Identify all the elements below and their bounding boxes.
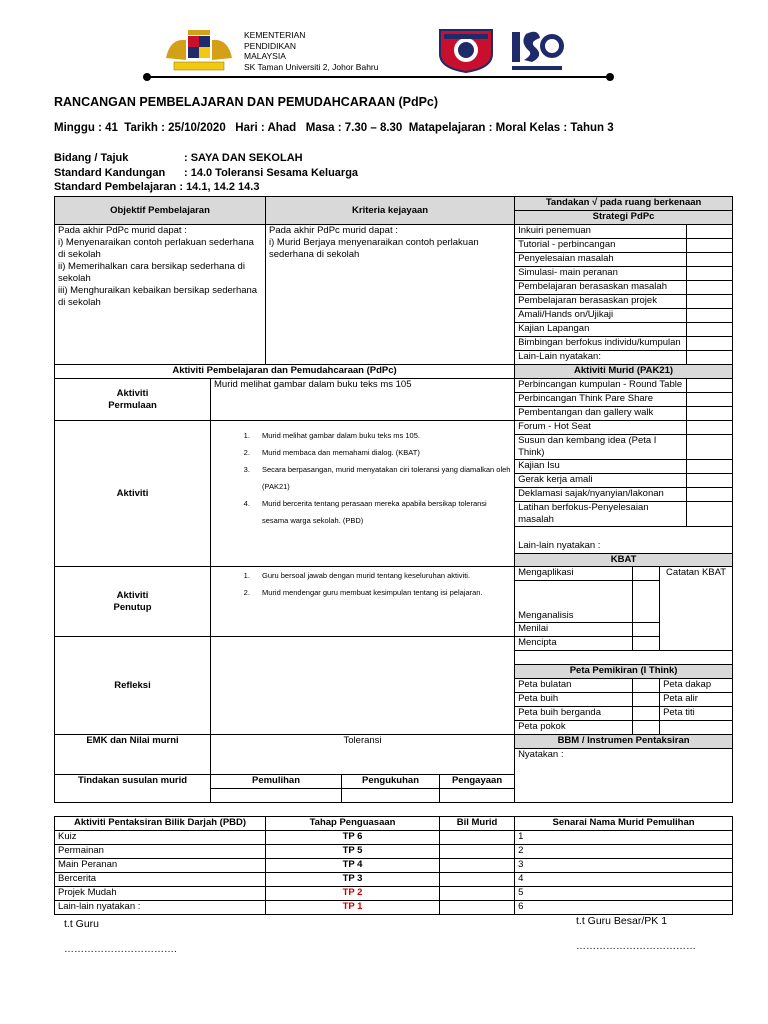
kriteria-line: i) Murid Berjaya menyenaraikan contoh perlakuan sederhana di sekolah [269, 237, 479, 260]
tindakan-label: Tindakan susulan murid [55, 775, 211, 803]
pak21-checkbox[interactable] [687, 502, 733, 527]
malaysia-text: MALAYSIA [244, 51, 286, 61]
peta-item: Peta buih berganda [515, 707, 633, 721]
bbm-nyatakan[interactable]: Nyatakan : [515, 749, 733, 803]
kementerian-text: KEMENTERIAN [244, 30, 306, 40]
tahap-header: Tahap Penguasaan [266, 817, 440, 831]
penutup-label-1: Aktiviti [116, 589, 149, 601]
penutup-label-2: Penutup [113, 601, 152, 613]
objektif-header: Objektif Pembelajaran [55, 197, 266, 225]
kbat-spacer [515, 581, 633, 595]
pak21-checkbox[interactable] [687, 421, 733, 435]
aktiviti-header: Aktiviti Pembelajaran dan Pemudahcaraan (PdPc) [55, 365, 515, 379]
permulaan-label [55, 379, 211, 421]
sp-value: : 14.1, 14.2 14.3 [179, 181, 260, 193]
pemulihan-header: Pemulihan [211, 775, 342, 789]
pak21-checkbox[interactable] [687, 393, 733, 407]
pbd-tp: TP 2 [266, 887, 440, 901]
guru-signature-line[interactable]: ……………………………. [64, 944, 177, 955]
penutup-label [55, 567, 211, 637]
permulaan-text: Murid melihat gambar dalam buku teks ms 105 [211, 379, 515, 421]
pbd-aktiviti: Bercerita [55, 873, 266, 887]
pak21-header: Aktiviti Murid (PAK21) [515, 365, 733, 379]
kbat-header: KBAT [515, 554, 733, 567]
aktiviti-steps-cell [211, 421, 515, 567]
school-name: SK Taman Universiti 2, Johor Bahru [244, 61, 379, 72]
pbd-no: 6 [515, 901, 733, 915]
pbd-aktiviti: Main Peranan [55, 859, 266, 873]
strategi-checkbox[interactable] [687, 267, 733, 281]
pbd-header: Aktiviti Pentaksiran Bilik Darjah (PBD) [55, 817, 266, 831]
peta-checkbox[interactable] [633, 679, 660, 693]
standard-kandungan-row [54, 167, 358, 179]
sk-label: Standard Kandungan [54, 167, 166, 179]
pak21-item: Perbincangan Think Pare Share [515, 393, 687, 407]
pbd-bil[interactable] [440, 873, 515, 887]
objektif-line: i) Menyenaraikan contoh perlakuan sederhana di sekolah [58, 237, 254, 260]
pak21-checkbox[interactable] [687, 379, 733, 393]
aktiviti-label: Aktiviti [55, 421, 211, 567]
pdpc-table [54, 196, 733, 915]
pbd-tp: TP 6 [266, 831, 440, 845]
school-badge-logo [436, 26, 496, 74]
emk-value: Toleransi [211, 735, 515, 775]
strategi-item: Lain-Lain nyatakan: [515, 351, 687, 365]
sp-label: Standard Pembelajaran [54, 181, 177, 193]
penutup-steps [214, 567, 511, 601]
peta-item: Peta alir [660, 693, 733, 707]
pbd-bil[interactable] [440, 859, 515, 873]
strategi-checkbox[interactable] [687, 239, 733, 253]
refleksi-label: Refleksi [55, 637, 211, 735]
kbat-item: Mengaplikasi [515, 567, 633, 581]
strategi-item: Simulasi- main peranan [515, 267, 687, 281]
kbat-spacer [633, 581, 660, 595]
gap-row [515, 803, 733, 817]
objektif-line: iii) Menghuraikan kebaikan bersikap sederhana di sekolah [58, 285, 258, 308]
pak21-spacer [515, 527, 733, 540]
aktiviti-step: 4. Murid bercerita tentang perasaan mereka apabila bersikap toleransi sesama warga sekolah. (PBD) [252, 495, 511, 529]
peta-item: Peta titi [660, 707, 733, 721]
pbd-no: 2 [515, 845, 733, 859]
pbd-aktiviti: Kuiz [55, 831, 266, 845]
permulaan-label-1: Aktiviti [116, 387, 149, 399]
strategi-item: Inkuiri penemuan [515, 225, 687, 239]
strategi-item: Penyelesaian masalah [515, 253, 687, 267]
peta-item: Peta bulatan [515, 679, 633, 693]
pengayaan-cell[interactable] [440, 789, 515, 803]
standard-pembelajaran-row [54, 181, 259, 193]
strategi-item: Bimbingan berfokus individu/kumpulan [515, 337, 687, 351]
pbd-tp: TP 4 [266, 859, 440, 873]
kbat-spacer [515, 595, 633, 609]
kbat-checkbox[interactable] [633, 567, 660, 581]
pemulihan-cell[interactable] [211, 789, 342, 803]
strategi-checkbox[interactable] [687, 281, 733, 295]
strategi-item: Amali/Hands on/Ujikaji [515, 309, 687, 323]
pengukuhan-cell[interactable] [342, 789, 440, 803]
aktiviti-step: 3. Secara berpasangan, murid menyatakan ciri toleransi yang diamalkan oleh (PAK21) [252, 461, 511, 495]
guru-besar-signature-line[interactable]: ……………………………… [576, 941, 696, 952]
objektif-cell [55, 225, 266, 365]
objektif-line: ii) Memerihalkan cara bersikap sederhana di sekolah [58, 261, 245, 284]
pak21-item: Gerak kerja amali [515, 474, 687, 488]
pbd-no: 5 [515, 887, 733, 901]
penutup-step: 1. Guru bersoal jawab dengan murid tentang keseluruhan aktiviti. [252, 567, 511, 584]
pbd-tp: TP 3 [266, 873, 440, 887]
pbd-bil[interactable] [440, 887, 515, 901]
peta-item: Peta pokok [515, 721, 633, 735]
peta-checkbox[interactable] [633, 707, 660, 721]
senarai-header: Senarai Nama Murid Pemulihan [515, 817, 733, 831]
strategi-checkbox[interactable] [687, 351, 733, 365]
pak21-item: Latihan berfokus-Penyelesaian masalah [515, 502, 687, 527]
kbat-item: Menilai [515, 623, 633, 637]
ministry-label [244, 30, 379, 72]
tandakan-header: Tandakan √ pada ruang berkenaan [515, 197, 733, 211]
pbd-no: 3 [515, 859, 733, 873]
catatan-kbat: Catatan KBAT [660, 567, 733, 651]
pak21-item: Susun dan kembang idea (Peta I Think) [515, 435, 687, 460]
pak21-item: Kajian Isu [515, 460, 687, 474]
pendidikan-text: PENDIDIKAN [244, 40, 296, 51]
bil-header: Bil Murid [440, 817, 515, 831]
strategi-checkbox[interactable] [687, 253, 733, 267]
strategi-checkbox[interactable] [687, 323, 733, 337]
peta-item: Peta dakap [660, 679, 733, 693]
peta-gap [515, 651, 733, 665]
pak21-checkbox[interactable] [687, 460, 733, 474]
pbd-no: 1 [515, 831, 733, 845]
penutup-steps-cell [211, 567, 515, 637]
pbd-bil[interactable] [440, 901, 515, 915]
kbat-item: Mencipta [515, 637, 633, 651]
pak21-item: Perbincangan kumpulan - Round Table [515, 379, 687, 393]
bidang-value: : SAYA DAN SEKOLAH [184, 152, 303, 164]
peta-header: Peta Pemikiran (I Think) [515, 665, 733, 679]
sk-value: : 14.0 Toleransi Sesama Keluarga [184, 167, 359, 179]
bbm-header: BBM / Instrumen Pentaksiran [515, 735, 733, 749]
pak21-checkbox[interactable] [687, 435, 733, 460]
kbat-checkbox[interactable] [633, 637, 660, 651]
pbd-tp: TP 1 [266, 901, 440, 915]
pak21-item: Forum - Hot Seat [515, 421, 687, 435]
pak21-checkbox[interactable] [687, 488, 733, 502]
strategi-item: Kajian Lapangan [515, 323, 687, 337]
objektif-line: Pada akhir PdPc murid dapat : [58, 225, 187, 236]
strategi-checkbox[interactable] [687, 225, 733, 239]
kbat-item: Menganalisis [515, 609, 633, 623]
kriteria-line: Pada akhir PdPc murid dapat : [269, 225, 398, 236]
pbd-aktiviti: Lain-lain nyatakan : [55, 901, 266, 915]
pak21-checkbox[interactable] [687, 407, 733, 421]
refleksi-cell[interactable] [211, 637, 515, 735]
lesson-info: Minggu : 41 Tarikh : 25/10/2020 Hari : Ahad Masa : 7.30 – 8.30 Matapelajaran : Moral Kelas : Tahun 3 [54, 122, 614, 134]
pengayaan-header: Pengayaan [440, 775, 515, 789]
pak21-checkbox[interactable] [687, 474, 733, 488]
bidang-label: Bidang / Tajuk [54, 152, 129, 164]
aktiviti-step: 1. Murid melihat gambar dalam buku teks ms 105. [252, 427, 511, 444]
divider-dot-right [606, 73, 614, 81]
strategi-header: Strategi PdPc [515, 211, 733, 225]
strategi-item: Tutorial - perbincangan [515, 239, 687, 253]
pbd-tp: TP 5 [266, 845, 440, 859]
tt-guru-label: t.t Guru [64, 918, 100, 930]
lain-lain-pak21[interactable]: Lain-lain nyatakan : [515, 540, 733, 554]
pbd-bil[interactable] [440, 845, 515, 859]
bidang-row [54, 152, 303, 164]
peta-item: Peta buih [515, 693, 633, 707]
is25-logo [510, 24, 566, 74]
kbat-checkbox[interactable] [633, 623, 660, 637]
divider-dot-left [143, 73, 151, 81]
peta-checkbox[interactable] [633, 721, 660, 735]
emk-label: EMK dan Nilai murni [55, 735, 211, 775]
aktiviti-step: 2. Murid membaca dan memahami dialog. (KBAT) [252, 444, 511, 461]
pengukuhan-header: Pengukuhan [342, 775, 440, 789]
pbd-no: 4 [515, 873, 733, 887]
tt-guru-besar-label: t.t Guru Besar/PK 1 [576, 915, 668, 927]
pak21-item: Pembentangan dan gallery walk [515, 407, 687, 421]
kriteria-cell [266, 225, 515, 365]
aktiviti-steps [214, 427, 511, 529]
kriteria-header: Kriteria kejayaan [266, 197, 515, 225]
strategi-item: Pembelajaran berasaskan projek [515, 295, 687, 309]
kbat-spacer [633, 595, 660, 609]
pbd-aktiviti: Projek Mudah [55, 887, 266, 901]
pbd-aktiviti: Permainan [55, 845, 266, 859]
strategi-item: Pembelajaran berasaskan masalah [515, 281, 687, 295]
strategi-checkbox[interactable] [687, 337, 733, 351]
pbd-bil[interactable] [440, 831, 515, 845]
header-divider [148, 76, 610, 78]
permulaan-label-2: Permulaan [108, 399, 157, 411]
strategi-checkbox[interactable] [687, 309, 733, 323]
kbat-checkbox[interactable] [633, 609, 660, 623]
pak21-item: Deklamasi sajak/nyanyian/lakonan [515, 488, 687, 502]
peta-empty [660, 721, 733, 735]
peta-checkbox[interactable] [633, 693, 660, 707]
penutup-step: 2. Murid mendengar guru membuat kesimpulan tentang isi pelajaran. [252, 584, 511, 601]
gap-row [55, 803, 515, 817]
strategi-checkbox[interactable] [687, 295, 733, 309]
page-title: RANCANGAN PEMBELAJARAN DAN PEMUDAHCARAAN (PdPc) [54, 95, 439, 109]
malaysia-crest-logo [160, 28, 238, 74]
